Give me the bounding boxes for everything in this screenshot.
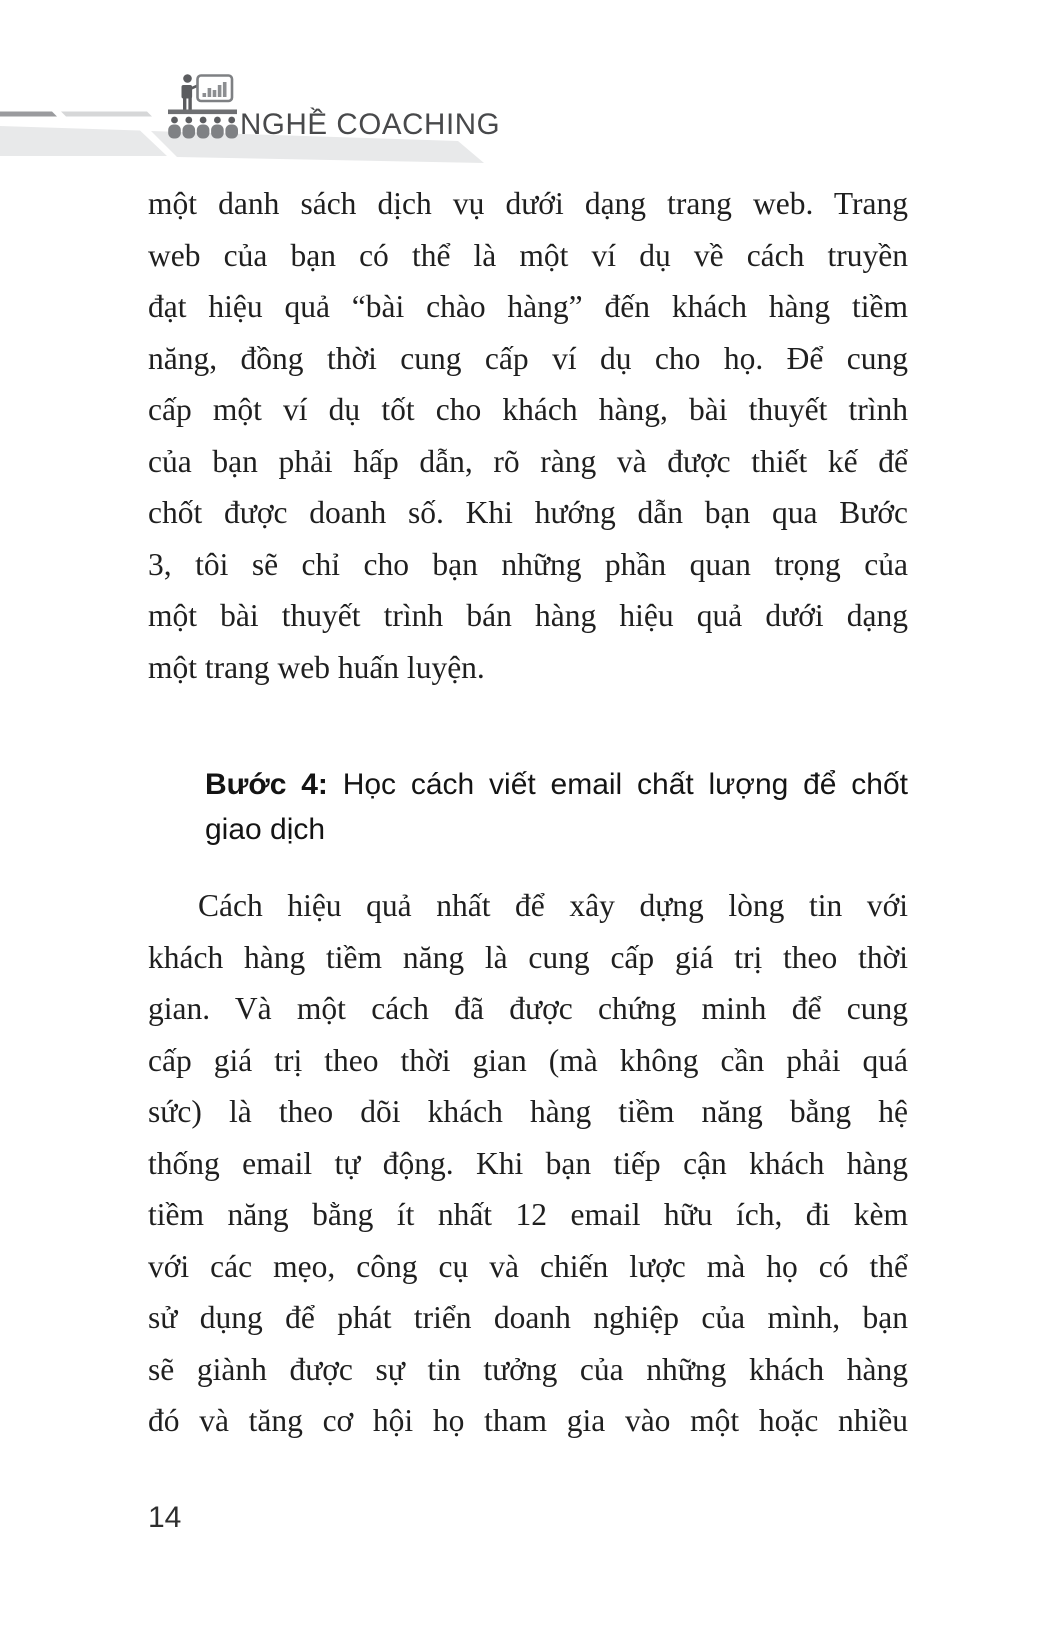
text-line: chốt được doanh số. Khi hướng dẫn bạn qua Bước: [148, 495, 908, 530]
text-line: một danh sách dịch vụ dưới dạng trang web. Trang: [148, 186, 908, 221]
text-line: Cách hiệu quả nhất để xây dựng lòng tin với: [198, 888, 908, 923]
heading-line: giao dịch: [205, 813, 326, 846]
audience-icon: [168, 117, 238, 139]
text-line: năng, đồng thời cung cấp ví dụ cho họ. Để cung: [148, 340, 908, 376]
page-content: [0, 178, 1056, 1535]
heading-step-label: Bước 4:: [205, 768, 328, 801]
bar-chart-board-icon: [198, 76, 233, 102]
text-line: khách hàng tiềm năng là cung cấp giá trị theo thời: [148, 939, 908, 975]
text-line: 3, tôi sẽ chỉ cho bạn những phần quan trọng của: [148, 546, 908, 582]
header-decoration: [0, 0, 1056, 170]
section-heading-step-4: [205, 762, 908, 852]
presenter-chart-audience-icon: [168, 74, 238, 138]
text-line: sử dụng để phát triển doanh nghiệp của mình, bạn: [148, 1300, 908, 1335]
text-line: đó và tăng cơ hội họ tham gia vào một hoặc nhiều: [148, 1403, 908, 1438]
text-line: đạt hiệu quả “bài chào hàng” đến khách hàng tiềm: [148, 289, 908, 324]
swoosh-band-left: [0, 126, 167, 156]
text-line: cấp giá trị theo thời gian (mà không cần phải quá: [148, 1042, 908, 1078]
text-line: một bài thuyết trình bán hàng hiệu quả dưới dạng: [148, 598, 908, 633]
paragraph-2: [148, 880, 908, 1447]
text-line: sức) là theo dõi khách hàng tiềm năng bằng hệ: [148, 1094, 908, 1129]
platform-line: [168, 110, 237, 115]
text-line: web của bạn có thể là một ví dụ về cách truyền: [148, 237, 908, 273]
text-line: với các mẹo, công cụ và chiến lược mà họ có thể: [148, 1248, 908, 1284]
swoosh-bar-dark: [0, 112, 57, 117]
heading-line: [205, 762, 908, 807]
paragraph-1: [148, 178, 908, 693]
text-line: của bạn phải hấp dẫn, rõ ràng và được thiết kế để: [148, 443, 908, 479]
swoosh-bar-light: [61, 112, 152, 117]
heading-text: Học cách viết email chất lượng để chốt: [327, 768, 908, 801]
text-line: gian. Và một cách đã được chứng minh để cung: [148, 991, 908, 1026]
text-line: cấp một ví dụ tốt cho khách hàng, bài thuyết trình: [148, 392, 908, 427]
brand-title: NGHỀ COACHING: [240, 108, 501, 141]
text-line: tiềm năng bằng ít nhất 12 email hữu ích, đi kèm: [148, 1197, 908, 1232]
text-line: thống email tự động. Khi bạn tiếp cận khách hàng: [148, 1145, 908, 1181]
text-line: một trang web huấn luyện.: [148, 649, 485, 685]
text-line: sẽ giành được sự tin tưởng của những khách hàng: [148, 1351, 908, 1387]
page-number: 14: [148, 1500, 182, 1534]
